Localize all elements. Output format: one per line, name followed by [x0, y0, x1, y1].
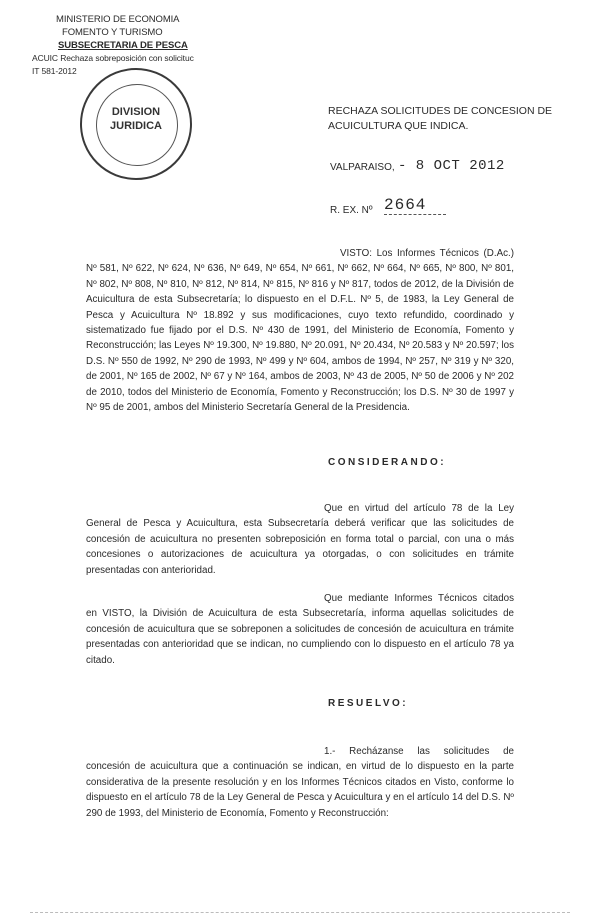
ministry-line: MINISTERIO DE ECONOMIA	[56, 14, 180, 25]
division-stamp	[80, 68, 192, 180]
resolution-number: 2664	[384, 196, 446, 215]
subsecretaria-line: SUBSECRETARIA DE PESCA	[58, 40, 188, 51]
resolution-prefix: R. EX. Nº	[330, 205, 373, 216]
considerando-paragraph-2: Que mediante Informes Técnicos citados en VISTO, la División de Acuicultura de esta Subsecretaría, informa aquellas solicitudes de concesión de acuicultura que se sobreponen a solicitudes de concesión de acuicultura en trámite presentadas con anterioridad que se indican, no cumpliendo con lo dispuesto en el artículo 78 ya citado.	[86, 593, 514, 666]
document-title-line2: ACUICULTURA QUE INDICA.	[328, 120, 469, 132]
resuelvo-heading: RESUELVO:	[328, 698, 409, 709]
ministry-subline: FOMENTO Y TURISMO	[62, 27, 163, 38]
considerando-paragraph-1: Que en virtud del artículo 78 de la Ley General de Pesca y Acuicultura, esta Subsecretaría deberá verificar que las solicitudes de concesión de acuicultura no presenten sobreposición en forma total o parcial, con una o más concesiones o autorizaciones de acuicultura ya otorgadas, o con solicitudes en trámite presentadas con anterioridad.	[86, 503, 514, 576]
place: VALPARAISO,	[330, 162, 395, 173]
considerando-heading: CONSIDERANDO:	[328, 457, 447, 468]
stamp-text-division: DIVISION	[111, 106, 161, 118]
stamp-text-juridica: JURIDICA	[110, 120, 162, 132]
page-bottom-rule	[30, 912, 570, 913]
visto-paragraph: VISTO: Los Informes Técnicos (D.Ac.) Nº 581, Nº 622, Nº 624, Nº 636, Nº 649, Nº 654, Nº 661, Nº 662, Nº 664, Nº 665, Nº 800, Nº 801, Nº 802, Nº 808, Nº 810, Nº 812, Nº 814, Nº 815, Nº 816 y Nº 817, todos de 2012, de la División de Acuicultura de esta Subsecretaría; lo dispuesto en el D.F.L. Nº 5, de 1983, la Ley General de Pesca y Acuicultura Nº 18.892 y sus modificaciones, cuyo texto refundido, coordinado y sistematizado fue fijado por el D.S. Nº 430 de 1991, del Ministerio de Economía, Fomento y Reconstrucción; las Leyes Nº 19.300, Nº 19.880, Nº 20.091, Nº 20.434, Nº 20.583 y Nº 20.597; los D.S. Nº 550 de 1992, Nº 290 de 1993, Nº 499 y Nº 604, ambos de 1994, Nº 257, Nº 319 y Nº 320, de 2001, Nº 165 de 2002, Nº 67 y Nº 164, ambos de 2003, Nº 43 de 2005, Nº 50 de 2006 y Nº 202 de 2010, todos del Ministerio de Economía, Fomento y Reconstrucción; los D.S. Nº 30 de 1997 y Nº 95 de 2001, ambos del Ministerio Secretaría General de la Presidencia.	[86, 248, 514, 414]
file-reference: IT 581-2012	[32, 66, 77, 76]
date: - 8 OCT 2012	[398, 158, 505, 174]
reference-line: ACUIC Rechaza sobreposición con solicituc	[32, 53, 194, 63]
document-title-line1: RECHAZA SOLICITUDES DE CONCESION DE	[328, 105, 553, 117]
resuelvo-paragraph-1: 1.- Recházanse las solicitudes de concesión de acuicultura que a continuación se indican, en virtud de lo dispuesto en la parte considerativa de la presente resolución y en los Informes Técnicos citados en Visto, conforme lo dispuesto en el artículo 78 de la Ley General de Pesca y Acuicultura y en el artículo 14 del D.S. Nº 290 de 1993, del Ministerio de Economía, Fomento y Reconstrucción:	[86, 746, 514, 819]
